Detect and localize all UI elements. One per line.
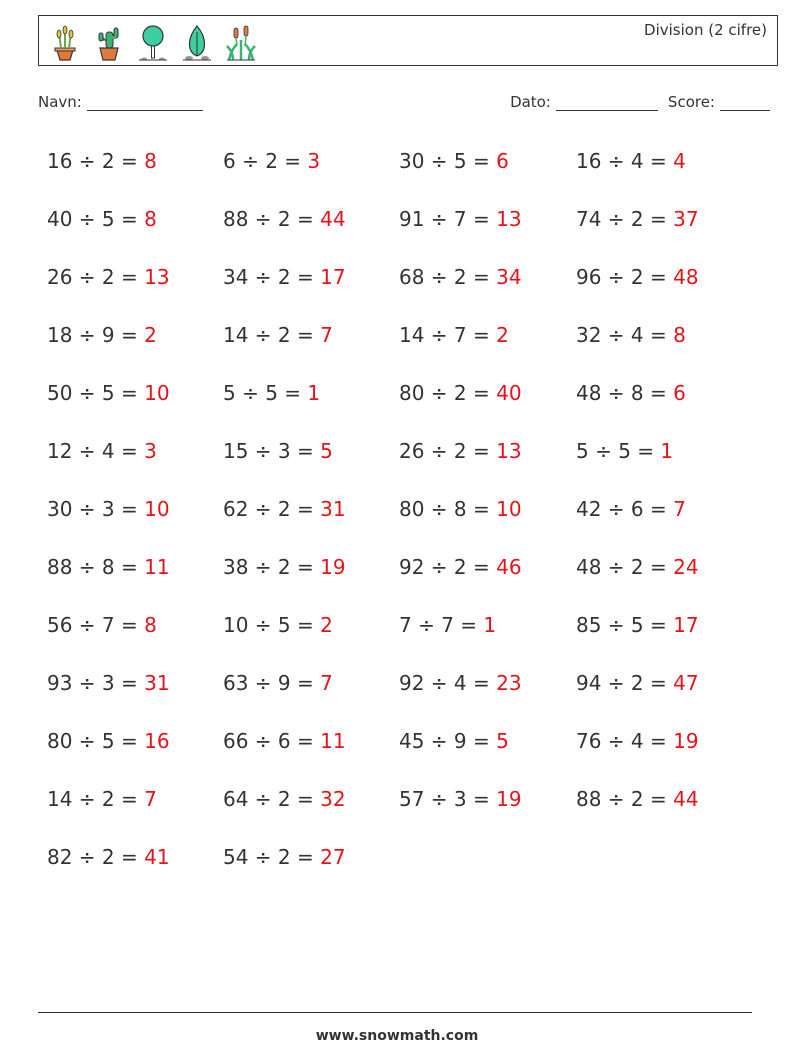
problem-question: 68 ÷ 2 =	[399, 265, 497, 289]
problem-question: 18 ÷ 9 =	[47, 323, 145, 347]
problem-question: 66 ÷ 6 =	[223, 729, 321, 753]
problem-item	[47, 497, 170, 521]
problem-question: 76 ÷ 4 =	[576, 729, 674, 753]
problem-question: 54 ÷ 2 =	[223, 845, 321, 869]
problem-item	[47, 671, 170, 695]
problem-answer: 17	[320, 265, 346, 289]
problem-answer: 5	[496, 729, 509, 753]
problem-item	[576, 671, 699, 695]
problem-question: 74 ÷ 2 =	[576, 207, 674, 231]
problem-item	[223, 555, 346, 579]
problem-item	[576, 613, 699, 637]
problem-answer: 41	[144, 845, 170, 869]
problem-item	[399, 787, 522, 811]
problem-item	[399, 323, 509, 347]
problem-answer: 7	[673, 497, 686, 521]
problem-question: 14 ÷ 2 =	[223, 323, 321, 347]
problem-answer: 19	[673, 729, 699, 753]
problem-item	[576, 729, 699, 753]
footer-divider	[38, 1012, 752, 1013]
problem-question: 16 ÷ 2 =	[47, 149, 145, 173]
problem-item	[47, 555, 170, 579]
problem-answer: 48	[673, 265, 699, 289]
problem-question: 30 ÷ 3 =	[47, 497, 145, 521]
problem-question: 56 ÷ 7 =	[47, 613, 145, 637]
problem-answer: 32	[320, 787, 346, 811]
problem-item	[223, 613, 333, 637]
problem-question: 92 ÷ 2 =	[399, 555, 497, 579]
problem-item	[399, 497, 522, 521]
problem-item	[223, 787, 346, 811]
problem-answer: 1	[307, 381, 321, 405]
problem-answer: 34	[496, 265, 522, 289]
problem-answer: 47	[673, 671, 699, 695]
problem-answer: 10	[144, 381, 170, 405]
problem-question: 88 ÷ 2 =	[576, 787, 674, 811]
problem-question: 91 ÷ 7 =	[399, 207, 497, 231]
problem-item	[399, 149, 509, 173]
problem-answer: 8	[144, 207, 157, 231]
problem-item	[47, 323, 157, 347]
problem-question: 38 ÷ 2 =	[223, 555, 321, 579]
problem-answer: 19	[320, 555, 346, 579]
problem-question: 14 ÷ 2 =	[47, 787, 145, 811]
problem-question: 5 ÷ 5 =	[223, 381, 308, 405]
problem-answer: 13	[496, 439, 522, 463]
problem-answer: 17	[673, 613, 699, 637]
problem-item	[399, 555, 522, 579]
problem-answer: 46	[496, 555, 522, 579]
problem-answer: 1	[483, 613, 497, 637]
problem-question: 48 ÷ 8 =	[576, 381, 674, 405]
problem-question: 26 ÷ 2 =	[47, 265, 145, 289]
problem-item	[576, 787, 699, 811]
problem-item	[399, 439, 522, 463]
problem-answer: 8	[144, 613, 157, 637]
problem-answer: 2	[496, 323, 509, 347]
problem-item	[223, 845, 346, 869]
problem-question: 30 ÷ 5 =	[399, 149, 497, 173]
problem-answer: 19	[496, 787, 522, 811]
problem-answer: 11	[320, 729, 346, 753]
problem-question: 85 ÷ 5 =	[576, 613, 674, 637]
problem-question: 32 ÷ 4 =	[576, 323, 674, 347]
problem-answer: 44	[673, 787, 699, 811]
problem-question: 63 ÷ 9 =	[223, 671, 321, 695]
problem-answer: 4	[673, 149, 686, 173]
problem-answer: 13	[144, 265, 170, 289]
problem-question: 15 ÷ 3 =	[223, 439, 321, 463]
problem-item	[399, 613, 496, 637]
problem-answer: 7	[320, 323, 333, 347]
problem-question: 34 ÷ 2 =	[223, 265, 321, 289]
problem-item	[223, 207, 346, 231]
date-label: Dato:	[510, 93, 551, 111]
problem-question: 6 ÷ 2 =	[223, 149, 308, 173]
problem-item	[223, 439, 333, 463]
problem-item	[223, 729, 346, 753]
problem-item	[47, 439, 157, 463]
problem-item	[576, 555, 699, 579]
problem-question: 45 ÷ 9 =	[399, 729, 497, 753]
problem-answer: 7	[320, 671, 333, 695]
problem-item	[399, 207, 522, 231]
worksheet-title: Division (2 cifre)	[644, 21, 767, 39]
problem-question: 96 ÷ 2 =	[576, 265, 674, 289]
problem-item	[223, 323, 333, 347]
problem-answer: 2	[320, 613, 333, 637]
problem-item	[223, 265, 346, 289]
name-label: Navn:	[38, 93, 82, 111]
problem-question: 7 ÷ 7 =	[399, 613, 484, 637]
problem-answer: 37	[673, 207, 699, 231]
problem-question: 94 ÷ 2 =	[576, 671, 674, 695]
problem-item	[47, 845, 170, 869]
problem-item	[47, 149, 157, 173]
problem-item	[399, 671, 522, 695]
problem-answer: 1	[660, 439, 674, 463]
problem-question: 5 ÷ 5 =	[576, 439, 661, 463]
problem-item	[399, 381, 522, 405]
problem-question: 82 ÷ 2 =	[47, 845, 145, 869]
problem-item	[47, 207, 157, 231]
problem-item	[576, 323, 686, 347]
problem-item	[399, 265, 522, 289]
problem-answer: 31	[144, 671, 170, 695]
problem-item	[576, 381, 686, 405]
problem-question: 12 ÷ 4 =	[47, 439, 145, 463]
problem-answer: 10	[144, 497, 170, 521]
problem-question: 14 ÷ 7 =	[399, 323, 497, 347]
problem-question: 80 ÷ 8 =	[399, 497, 497, 521]
problem-item	[576, 207, 699, 231]
problem-question: 40 ÷ 5 =	[47, 207, 145, 231]
problem-item	[576, 265, 699, 289]
problem-question: 48 ÷ 2 =	[576, 555, 674, 579]
problem-answer: 10	[496, 497, 522, 521]
problem-question: 16 ÷ 4 =	[576, 149, 674, 173]
problem-item	[576, 439, 673, 463]
problem-item	[47, 729, 170, 753]
problem-answer: 24	[673, 555, 699, 579]
problem-item	[47, 265, 170, 289]
problem-question: 62 ÷ 2 =	[223, 497, 321, 521]
problem-answer: 6	[673, 381, 686, 405]
problem-answer: 13	[496, 207, 522, 231]
problem-item	[399, 729, 509, 753]
problem-answer: 3	[307, 149, 321, 173]
problem-question: 88 ÷ 8 =	[47, 555, 145, 579]
problem-answer: 3	[144, 439, 157, 463]
problem-answer: 23	[496, 671, 522, 695]
problem-question: 64 ÷ 2 =	[223, 787, 321, 811]
problem-answer: 7	[144, 787, 157, 811]
problem-item	[576, 497, 686, 521]
problem-question: 42 ÷ 6 =	[576, 497, 674, 521]
problem-answer: 6	[496, 149, 509, 173]
problem-question: 88 ÷ 2 =	[223, 207, 321, 231]
problem-item	[47, 381, 170, 405]
problem-answer: 27	[320, 845, 346, 869]
problem-item	[47, 787, 157, 811]
problem-answer: 40	[496, 381, 522, 405]
problem-answer: 2	[144, 323, 157, 347]
problem-answer: 31	[320, 497, 346, 521]
problem-question: 93 ÷ 3 =	[47, 671, 145, 695]
problem-question: 57 ÷ 3 =	[399, 787, 497, 811]
problem-question: 80 ÷ 5 =	[47, 729, 145, 753]
problem-question: 80 ÷ 2 =	[399, 381, 497, 405]
problem-item	[223, 671, 333, 695]
problem-question: 26 ÷ 2 =	[399, 439, 497, 463]
problem-question: 10 ÷ 5 =	[223, 613, 321, 637]
problem-question: 50 ÷ 5 =	[47, 381, 145, 405]
problem-answer: 5	[320, 439, 333, 463]
problem-question: 92 ÷ 4 =	[399, 671, 497, 695]
problem-answer: 16	[144, 729, 170, 753]
problem-answer: 8	[144, 149, 157, 173]
problem-item	[576, 149, 686, 173]
problem-answer: 8	[673, 323, 686, 347]
problem-item	[223, 497, 346, 521]
problem-answer: 44	[320, 207, 346, 231]
footer-url: www.snowmath.com	[315, 1028, 479, 1044]
problem-item	[47, 613, 157, 637]
problem-item	[223, 381, 320, 405]
score-label: Score:	[667, 93, 715, 111]
problem-answer: 11	[144, 555, 170, 579]
problem-item	[223, 149, 320, 173]
